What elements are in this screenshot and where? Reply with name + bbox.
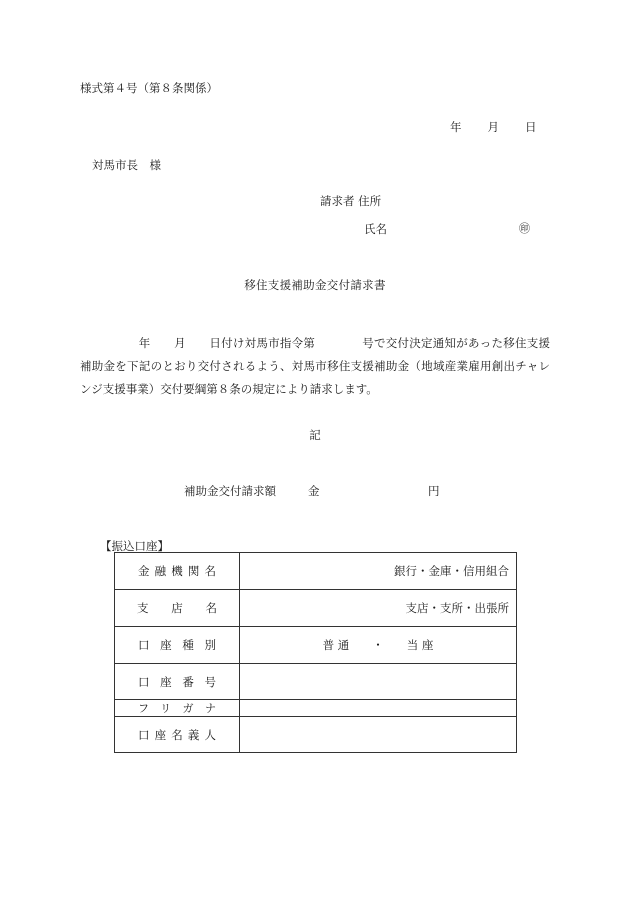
table-row xyxy=(115,627,517,664)
branch-name-label: 支 店 名 xyxy=(115,590,240,627)
table-row xyxy=(115,700,517,717)
request-body-text: 年 月 日付け対馬市指令第 号で交付決定通知があった移住支援補助金を下記のとおり交付されるよう、対馬市移住支援補助金（地域産業雇用創出チャレンジ支援事業）交付要綱第８条の規定により請求します。 xyxy=(80,336,550,396)
amount-kin: 金 xyxy=(308,484,320,498)
ki-heading: 記 xyxy=(309,428,321,442)
bank-name-field[interactable]: 銀行・金庫・信用組合 xyxy=(240,553,517,590)
seal-mark: ㊞ xyxy=(519,222,530,235)
date-day: 日 xyxy=(525,120,537,134)
addressee: 対馬市長 様 xyxy=(92,158,161,172)
account-type-field[interactable]: 普 通 ・ 当 座 xyxy=(240,627,517,664)
account-table xyxy=(114,552,517,753)
claimant-address-label: 請求者 住所 xyxy=(320,194,382,208)
table-row xyxy=(115,717,517,753)
amount-yen: 円 xyxy=(428,484,440,498)
bank-name-label: 金融機関名 xyxy=(115,553,240,590)
form-reference: 様式第４号（第８条関係） xyxy=(80,81,218,95)
account-type-label: 口座種別 xyxy=(115,627,240,664)
furigana-field[interactable] xyxy=(240,700,517,717)
document-title: 移住支援補助金交付請求書 xyxy=(244,278,386,292)
account-number-field[interactable] xyxy=(240,664,517,700)
table-row xyxy=(115,664,517,700)
table-row xyxy=(115,590,517,627)
date-line xyxy=(450,119,537,135)
date-month: 月 xyxy=(487,120,499,134)
account-heading: 【振込口座】 xyxy=(100,539,169,553)
branch-name-field[interactable]: 支店・支所・出張所 xyxy=(240,590,517,627)
date-year: 年 xyxy=(450,120,462,134)
furigana-label: フリガナ xyxy=(115,700,240,717)
table-row xyxy=(115,553,517,590)
account-holder-label: 口座名義人 xyxy=(115,717,240,753)
claimant-name-label: 氏名 xyxy=(364,222,387,236)
amount-label: 補助金交付請求額 xyxy=(184,484,276,498)
account-holder-field[interactable] xyxy=(240,717,517,753)
account-number-label: 口座番号 xyxy=(115,664,240,700)
